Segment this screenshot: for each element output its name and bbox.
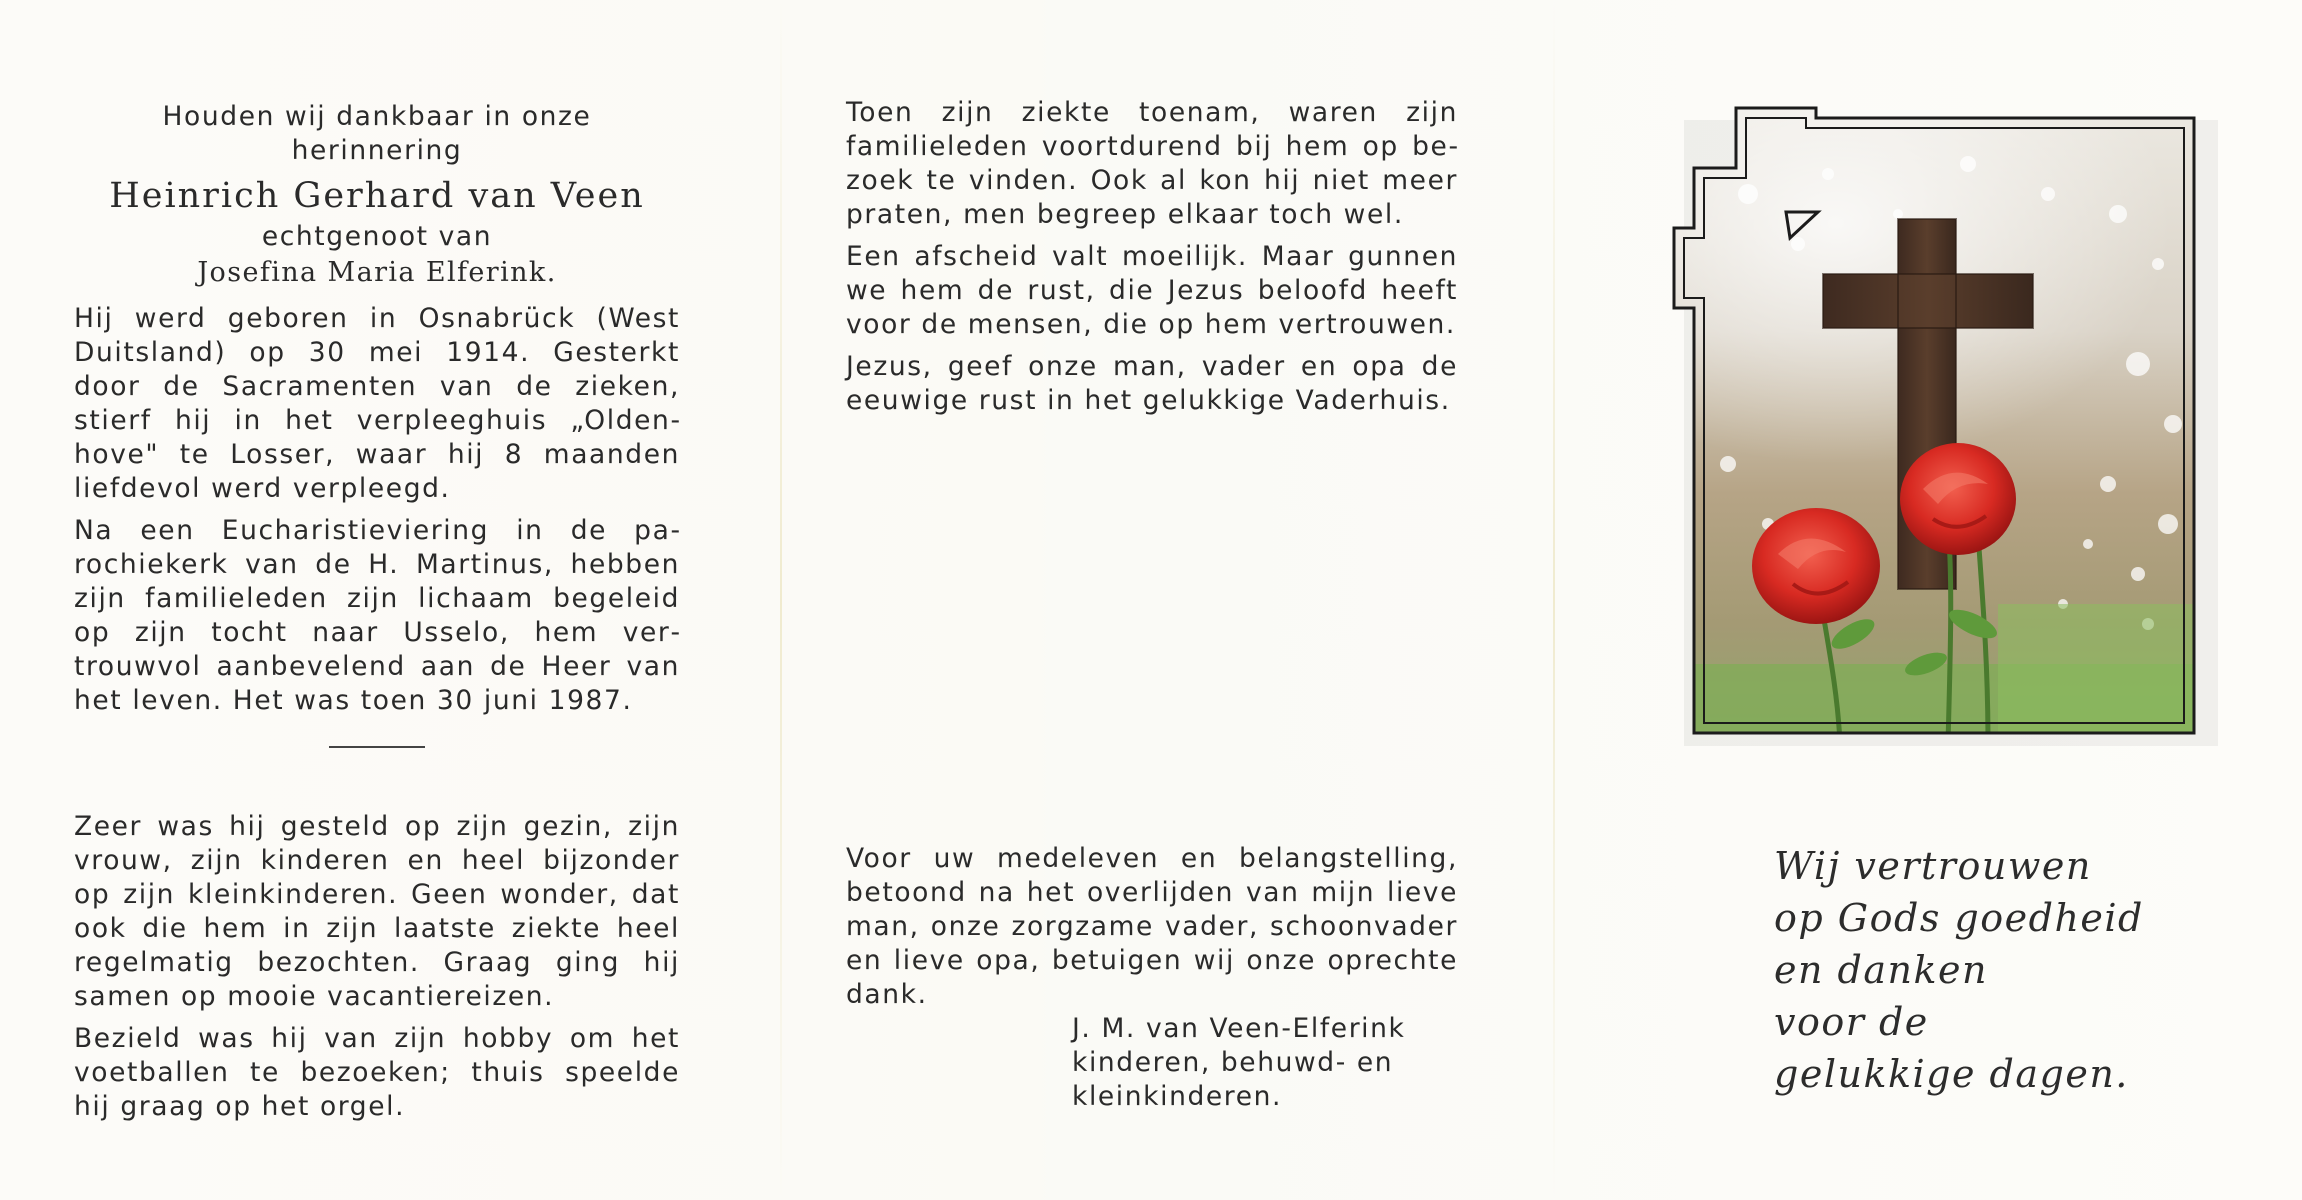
signature-line-3: kleinkinderen. — [1072, 1081, 1283, 1112]
cross-with-roses-icon — [1668, 104, 2228, 754]
deceased-name: Heinrich Gerhard van Veen — [109, 176, 645, 216]
quote-block — [1774, 840, 2144, 1100]
left-column — [74, 100, 680, 748]
quote-line-4: voor de — [1774, 1000, 1929, 1044]
quote-line-1: Wij vertrouwen — [1774, 844, 2092, 888]
quote-line-3: en danken — [1774, 948, 1988, 992]
spouse-name: Josefina Maria Elferink. — [197, 257, 557, 288]
fold-line-right — [1553, 0, 1555, 1200]
farewell-paragraph: Een afscheid valt moeilijk. Maar gunnen we hem de rust, die Jezus beloofd heeft voor de mensen, die op hem vertrouwen. — [846, 241, 1458, 340]
illness-paragraph: Toen zijn ziekte toenam, waren zijn familieleden voortdurend bij hem op bezoek te vinden. Ook al kon hij niet meer praten, men begreep elkaar toch wel. — [846, 97, 1458, 230]
spouse-label: echtgenoot van — [261, 221, 493, 252]
signature-line-1: J. M. van Veen-Elferink — [1072, 1013, 1406, 1044]
quote-line-2: op Gods goedheid — [1774, 896, 2144, 940]
signature-line-2: kinderen, behuwd- en — [1072, 1047, 1394, 1078]
intro-line-1: Houden wij dankbaar in onze — [162, 101, 592, 132]
cross-with-roses-image — [1668, 104, 2208, 734]
thanks-paragraph: Voor uw medeleven en belangstelling, betoond na het overlijden van mijn lieve man, onze zorgzame vader, schoonvader en lieve opa, betuigen wij onze oprechte dank. — [846, 843, 1458, 1010]
hobby-paragraph: Bezield was hij van zijn hobby om het voetballen te bezoeken; thuis speelde hij graag op het orgel. — [74, 1023, 680, 1122]
left-lower-column — [74, 810, 680, 1132]
prayer-paragraph: Jezus, geef onze man, vader en opa de eeuwige rust in het gelukkige Vaderhuis. — [846, 351, 1458, 416]
biography-paragraph-2: Na een Eucharistieviering in de parochiekerk van de H. Martinus, hebben zijn familieleden zijn lichaam begeleid op zijn tocht naar Usselo, hem vertrouwvol aanbevelend aan de Heer van het leven. Het was toen 30 juni 1987. — [74, 515, 680, 716]
intro-line-2: herinnering — [291, 135, 463, 166]
biography-paragraph-1: Hij werd geboren in Osnabrück (West Duitsland) op 30 mei 1914. Gesterkt door de Sacramenten van de zieken, stierf hij in het verpleeghuis „Oldenhove" te Losser, waar hij 8 maanden liefdevol werd verpleegd. — [74, 303, 680, 504]
middle-lower-column — [846, 842, 1458, 1114]
fold-line-left — [780, 0, 782, 1200]
family-paragraph: Zeer was hij gesteld op zijn gezin, zijn vrouw, zijn kinderen en heel bijzonder op zijn kleinkinderen. Geen wonder, dat ook die hem in zijn laatste ziekte heel regelmatig bezochten. Graag ging hij samen op mooie vacantiereizen. — [74, 811, 680, 1012]
quote-line-5: gelukkige dagen. — [1774, 1052, 2129, 1096]
middle-column — [846, 96, 1458, 426]
section-divider — [329, 746, 425, 748]
